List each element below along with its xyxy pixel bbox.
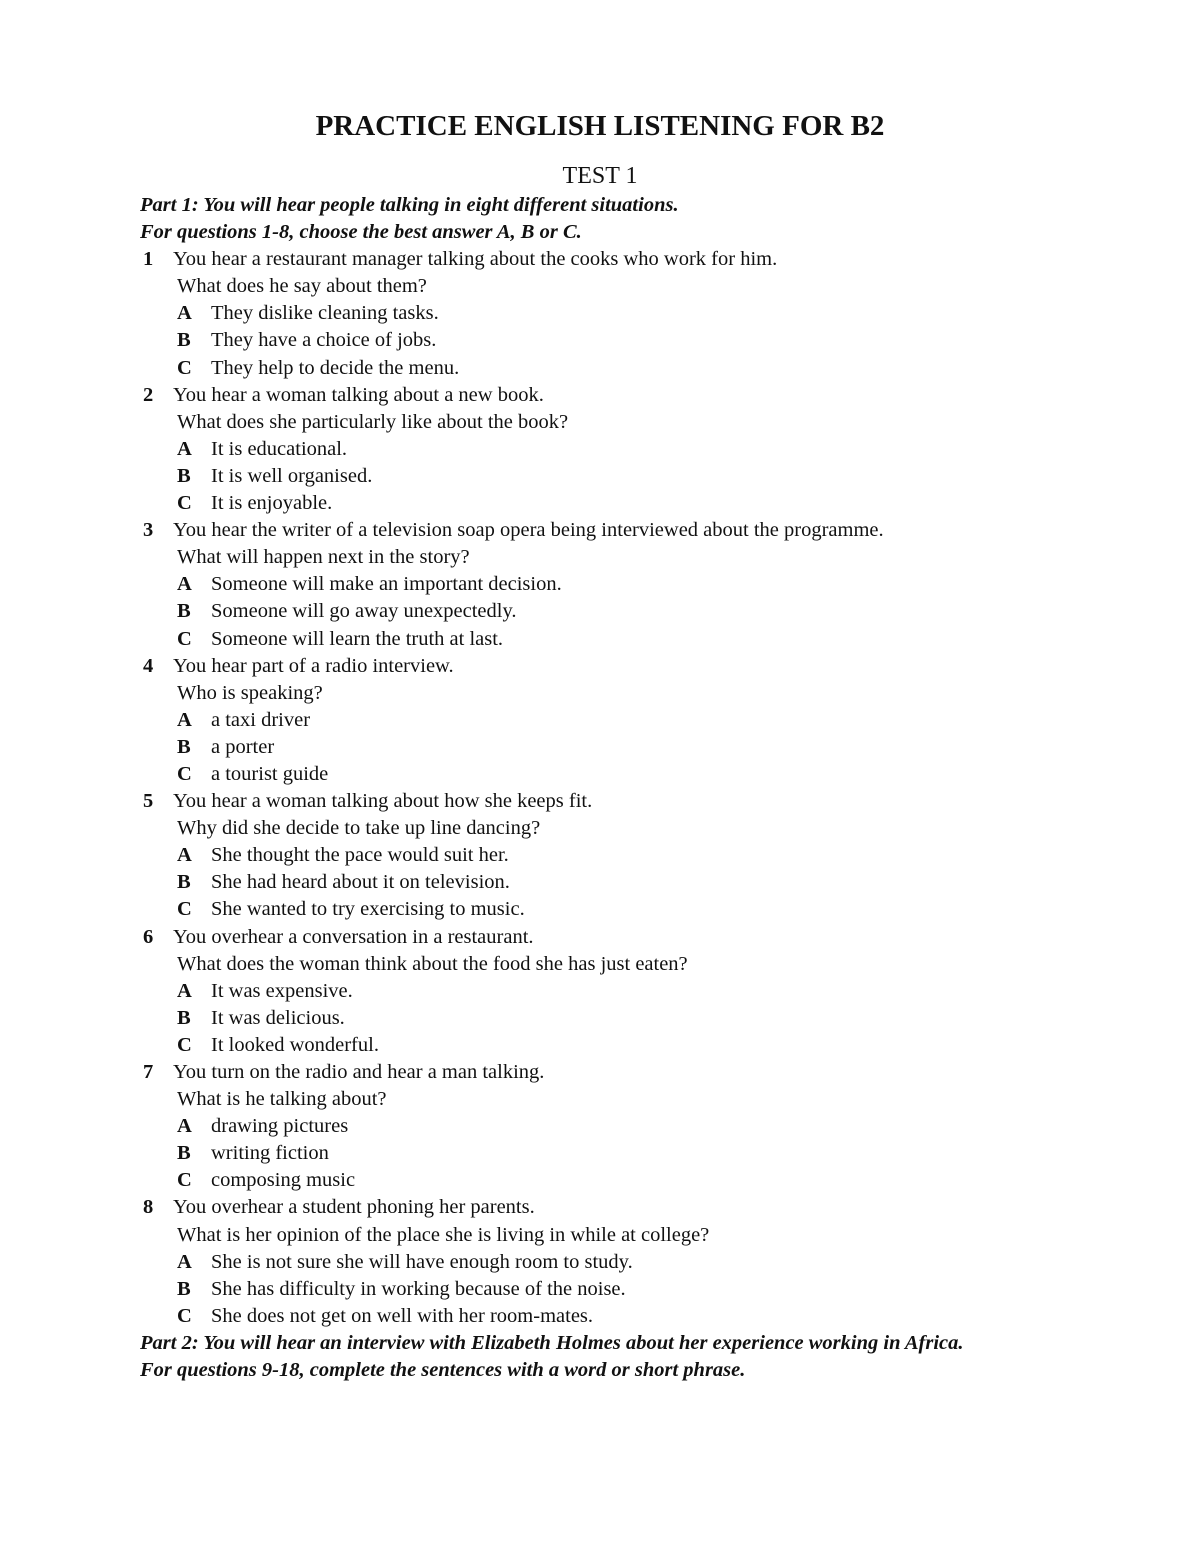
question-prompt: What is her opinion of the place she is living in while at college? [177,1223,710,1246]
option-letter: A [177,573,192,596]
option-letter: B [177,1142,191,1165]
question-context: You hear a woman talking about how she keeps fit. [173,790,593,813]
question-prompt: Who is speaking? [177,681,323,704]
question-context-line [140,382,1040,409]
option-letter: B [177,1006,191,1029]
question-context-line [140,246,1040,273]
question-context: You turn on the radio and hear a man talking. [173,1061,545,1083]
option-text: a porter [211,735,275,758]
option-text: She wanted to try exercising to music. [211,898,525,921]
answer-option [140,1167,1040,1194]
question-number: 5 [143,790,154,813]
option-text: a tourist guide [211,762,329,785]
option-letter: C [177,627,192,650]
part2-instruction: For questions 9-18, complete the sentences with a word or short phrase. [140,1359,746,1382]
option-letter: A [177,1250,192,1273]
question-context: You overhear a student phoning her parents. [173,1196,535,1219]
option-letter: B [177,735,191,758]
question-number: 4 [143,654,154,677]
option-letter: C [177,492,192,515]
answer-option [140,1032,1040,1059]
question-prompt: What is he talking about? [177,1088,387,1111]
question-context: You overhear a conversation in a restaurant. [173,925,534,948]
option-text: It is enjoyable. [211,492,333,515]
question-prompt: What will happen next in the story? [177,546,470,569]
question-context-line [140,1059,1040,1086]
option-letter: B [177,464,191,487]
answer-option [140,463,1040,490]
option-text: She does not get on well with her room-mates. [211,1304,594,1327]
option-text: She is not sure she will have enough room to study. [211,1250,633,1273]
answer-option [140,1113,1040,1140]
option-letter: C [177,1304,192,1327]
answer-option [140,1276,1040,1303]
question-list [140,246,1040,1330]
answer-option [140,598,1040,625]
answer-option [140,327,1040,354]
question-number: 3 [143,519,154,542]
option-text: drawing pictures [211,1115,349,1138]
answer-option [140,436,1040,463]
answer-option [140,626,1040,653]
question-item [140,653,1040,788]
option-text: They have a choice of jobs. [211,329,437,352]
question-number: 1 [143,248,154,271]
option-letter: B [177,329,191,352]
part1-instruction: For questions 1-8, choose the best answer A, B or C. [140,221,582,244]
question-prompt: What does she particularly like about the book? [177,410,569,433]
answer-option [140,842,1040,869]
option-text: Someone will learn the truth at last. [211,627,504,650]
option-text: writing fiction [211,1142,329,1165]
option-letter: A [177,708,192,731]
question-context-line [140,653,1040,680]
option-letter: C [177,898,192,921]
answer-option [140,707,1040,734]
document-body [140,192,1040,1384]
answer-option [140,978,1040,1005]
question-prompt: Why did she decide to take up line dancing? [177,817,541,840]
answer-option [140,1005,1040,1032]
option-text: They help to decide the menu. [211,356,460,379]
option-letter: A [177,979,192,1002]
question-item [140,517,1040,652]
question-context: You hear a restaurant manager talking about the cooks who work for him. [173,248,778,271]
option-letter: C [177,356,192,379]
question-item [140,924,1040,1059]
option-letter: C [177,1169,192,1192]
question-context: You hear the writer of a television soap opera being interviewed about the programme. [173,519,884,542]
answer-option [140,734,1040,761]
option-text: composing music [211,1169,356,1192]
option-letter: A [177,302,192,325]
question-context-line [140,517,1040,544]
answer-option [140,869,1040,896]
option-letter: A [177,1115,192,1138]
question-item [140,382,1040,517]
option-text: She thought the pace would suit her. [211,844,509,867]
part2-heading: Part 2: You will hear an interview with Elizabeth Holmes about her experience working in Africa. [140,1331,964,1354]
question-context-line [140,788,1040,815]
question-item [140,246,1040,381]
option-text: a taxi driver [211,708,311,731]
option-text: It looked wonderful. [211,1033,379,1056]
question-prompt: What does he say about them? [177,275,427,298]
option-letter: A [177,437,192,460]
answer-option [140,1303,1040,1330]
question-item [140,1194,1040,1329]
question-context-line [140,924,1040,951]
question-context: You hear a woman talking about a new book. [173,383,544,406]
option-text: Someone will make an important decision. [211,573,562,596]
test-title: TEST 1 [562,163,638,189]
question-number: 2 [143,383,154,406]
question-number: 8 [143,1196,154,1219]
part1-heading: Part 1: You will hear people talking in eight different situations. [140,194,679,216]
option-text: It was delicious. [211,1006,345,1029]
question-context: You hear part of a radio interview. [173,654,454,677]
option-letter: B [177,1277,191,1300]
answer-option [140,761,1040,788]
option-letter: C [177,762,192,785]
option-text: It is well organised. [211,464,373,487]
question-number: 6 [143,925,154,948]
answer-option [140,355,1040,382]
answer-option [140,1249,1040,1276]
answer-option [140,1140,1040,1167]
option-letter: A [177,844,192,867]
question-item [140,788,1040,923]
answer-option [140,896,1040,923]
option-text: They dislike cleaning tasks. [211,302,439,325]
answer-option [140,300,1040,327]
answer-option [140,490,1040,517]
option-text: Someone will go away unexpectedly. [211,600,517,623]
document-title: PRACTICE ENGLISH LISTENING FOR B2 [315,110,885,142]
option-letter: B [177,600,191,623]
option-text: She has difficulty in working because of the noise. [211,1277,626,1300]
answer-option [140,571,1040,598]
option-text: It is educational. [211,437,348,460]
option-letter: B [177,871,191,894]
option-text: It was expensive. [211,979,353,1002]
option-text: She had heard about it on television. [211,871,510,894]
question-context-line [140,1194,1040,1221]
question-prompt: What does the woman think about the food she has just eaten? [177,952,688,975]
question-item [140,1059,1040,1194]
option-letter: C [177,1033,192,1056]
question-number: 7 [143,1061,154,1083]
